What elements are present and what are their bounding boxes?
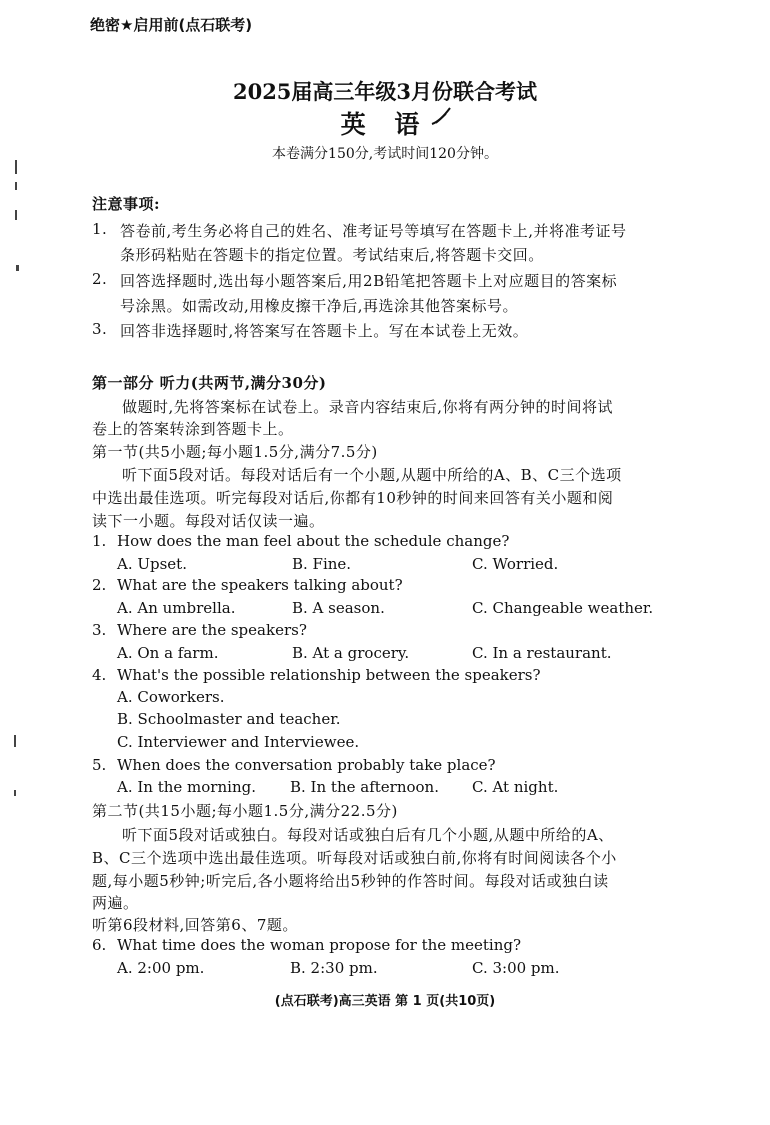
subject-title: 英 语 (340, 110, 430, 139)
question-text: What's the possible relationship between the speakers? (117, 666, 541, 684)
option-c: C. At night. (472, 778, 559, 796)
option-b: B. 2:30 pm. (290, 959, 378, 977)
question-number: 1. (92, 532, 107, 550)
question-number: 4. (92, 666, 107, 684)
option-a: A. In the morning. (117, 778, 256, 796)
question-text: What are the speakers talking about? (117, 576, 403, 594)
page-footer: (点石联考)高三英语 第 1 页(共10页) (274, 994, 496, 1009)
notes-heading: 注意事项: (92, 195, 161, 213)
section1-heading: 第一节(共5小题;每小题1.5分,满分7.5分) (92, 443, 378, 461)
note-number: 3. (92, 320, 108, 338)
section1-instructions: 听下面5段对话。每段对话后有一个小题,从题中所给的A、B、C三个选项 (122, 466, 622, 484)
section2-instructions: 听下面5段对话或独白。每段对话或独白后有几个小题,从题中所给的A、 (122, 826, 614, 844)
option-b: B. In the afternoon. (290, 778, 439, 796)
section2-material: 听第6段材料,回答第6、7题。 (92, 916, 298, 934)
question-number: 6. (92, 936, 107, 954)
part1-heading: 第一部分 听力(共两节,满分30分) (92, 374, 327, 392)
scan-artifact (14, 735, 16, 747)
option-b: B. A season. (292, 599, 385, 617)
note-text: 条形码粘贴在答题卡的指定位置。考试结束后,将答题卡交回。 (120, 246, 544, 264)
section1-instructions: 读下一小题。每段对话仅读一遍。 (92, 512, 325, 530)
section2-instructions: B、C三个选项中选出最佳选项。听每段对话或独白前,你将有时间阅读各个小 (92, 849, 617, 867)
note-number: 2. (92, 270, 108, 288)
section2-instructions: 题,每小题5秒钟;听完后,各小题将给出5秒钟的作答时间。每段对话或独白读 (92, 872, 609, 890)
section2-heading: 第二节(共15小题;每小题1.5分,满分22.5分) (92, 802, 398, 820)
question-text: How does the man feel about the schedule change? (117, 532, 510, 550)
exam-title: 2025届高三年级3月份联合考试 (232, 79, 538, 104)
question-number: 3. (92, 621, 107, 639)
exam-info: 本卷满分150分,考试时间120分钟。 (272, 146, 498, 162)
option-a: A. Coworkers. (117, 688, 225, 706)
question-text: Where are the speakers? (117, 621, 307, 639)
section2-instructions: 两遍。 (92, 894, 139, 912)
option-c: C. 3:00 pm. (472, 959, 560, 977)
scan-artifact (15, 182, 17, 190)
option-b: B. At a grocery. (292, 644, 410, 662)
scan-artifact (15, 160, 17, 174)
question-number: 5. (92, 756, 107, 774)
part1-instructions: 卷上的答案转涂到答题卡上。 (92, 420, 294, 438)
option-b: B. Schoolmaster and teacher. (117, 710, 341, 728)
option-b: B. Fine. (292, 555, 352, 573)
option-a: A. An umbrella. (117, 599, 236, 617)
option-c: C. Worried. (472, 555, 559, 573)
question-text: When does the conversation probably take place? (117, 756, 496, 774)
note-text: 答卷前,考生务必将自己的姓名、准考证号等填写在答题卡上,并将准考证号 (120, 222, 627, 240)
confidential-label: 绝密★启用前(点石联考) (90, 16, 253, 34)
note-text: 号涂黑。如需改动,用橡皮擦干净后,再选涂其他答案标号。 (120, 297, 519, 315)
section1-instructions: 中选出最佳选项。听完每段对话后,你都有10秒钟的时间来回答有关小题和阅 (92, 489, 614, 507)
option-c: C. Changeable weather. (472, 599, 654, 617)
part1-instructions: 做题时,先将答案标在试卷上。录音内容结束后,你将有两分钟的时间将试 (122, 398, 614, 416)
option-a: A. 2:00 pm. (117, 959, 205, 977)
question-text: What time does the woman propose for the meeting? (117, 936, 522, 954)
question-number: 2. (92, 576, 107, 594)
note-text: 回答选择题时,选出每小题答案后,用2B铅笔把答题卡上对应题目的答案标 (120, 272, 618, 290)
scan-artifact (15, 210, 17, 220)
option-a: A. On a farm. (117, 644, 219, 662)
decorative-stroke-icon (430, 106, 452, 133)
option-c: C. Interviewer and Interviewee. (117, 733, 360, 751)
note-number: 1. (92, 220, 108, 238)
note-text: 回答非选择题时,将答案写在答题卡上。写在本试卷上无效。 (120, 322, 529, 340)
option-c: C. In a restaurant. (472, 644, 612, 662)
scan-artifact (16, 265, 19, 271)
scan-artifact (14, 790, 16, 796)
option-a: A. Upset. (117, 555, 187, 573)
